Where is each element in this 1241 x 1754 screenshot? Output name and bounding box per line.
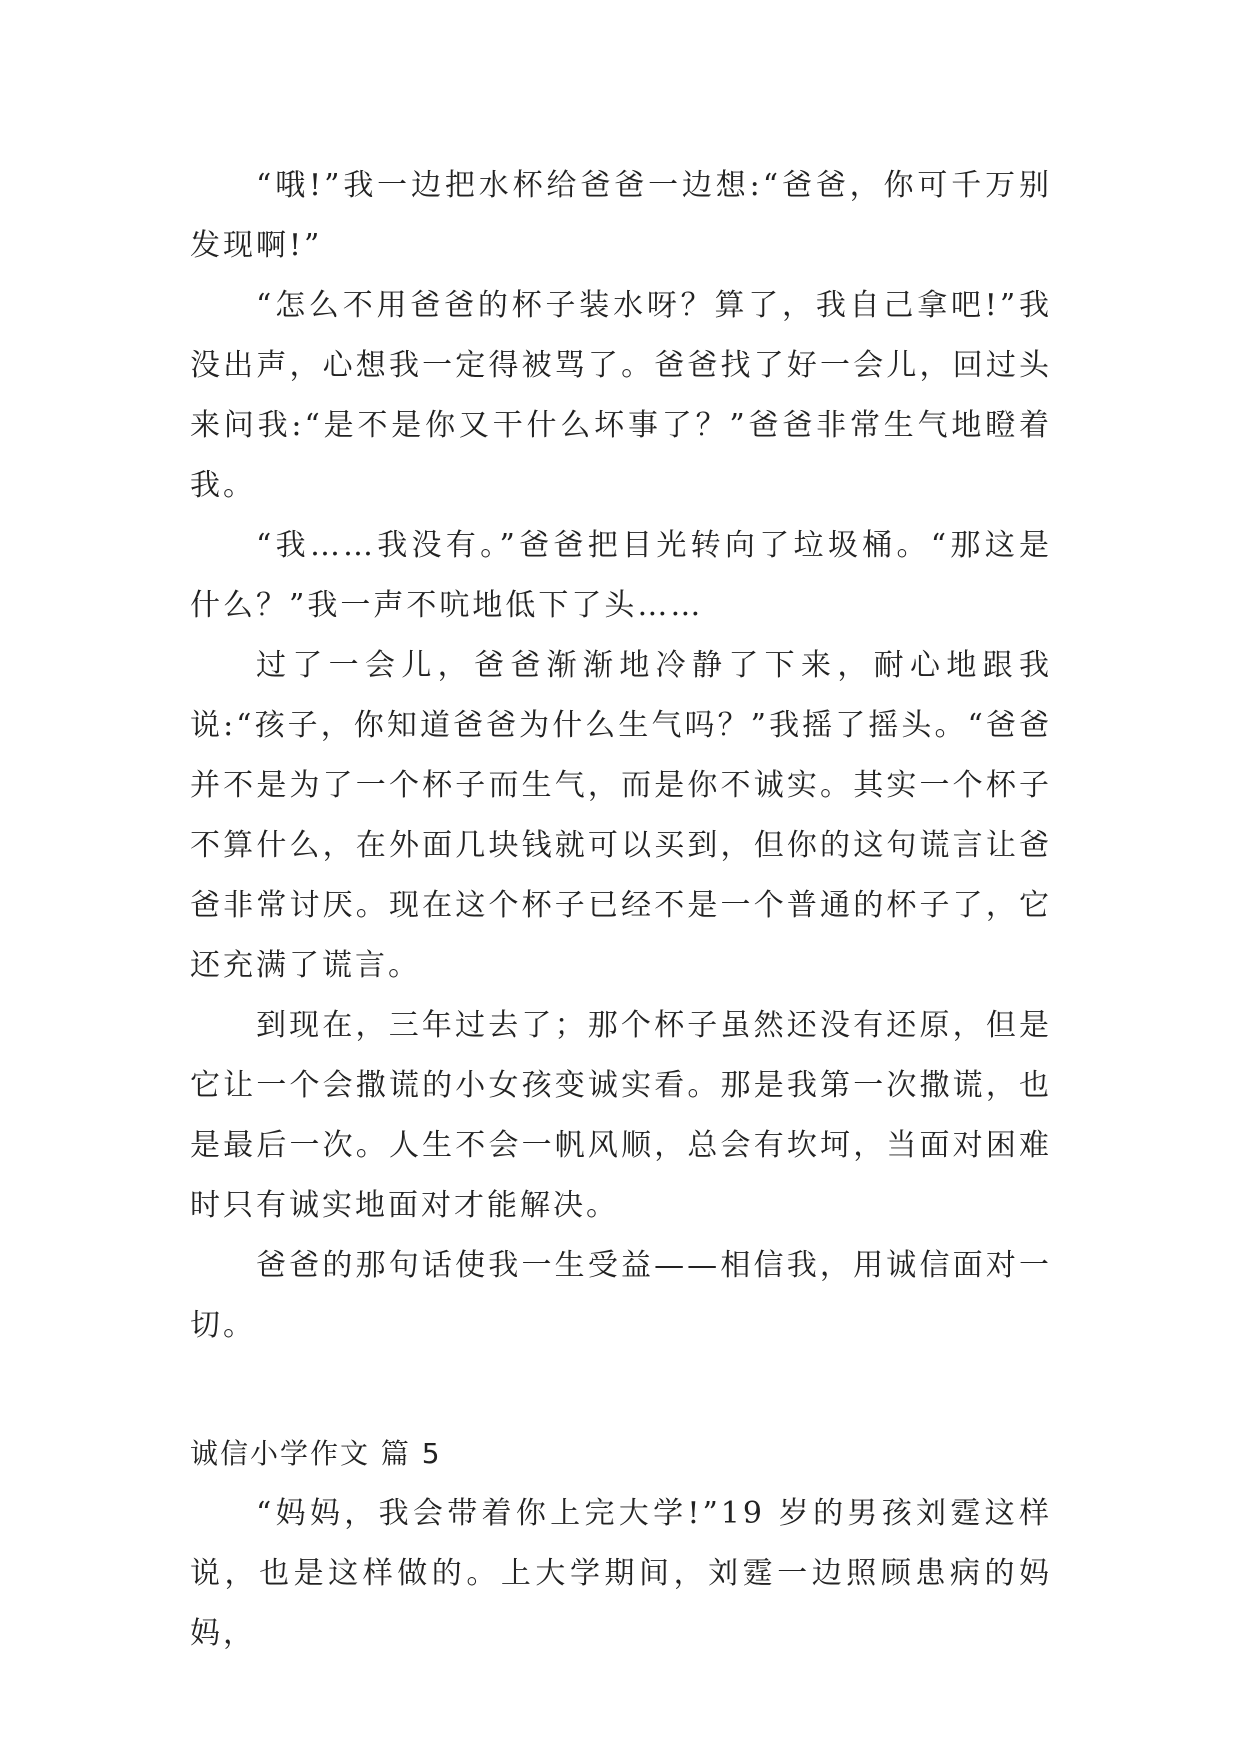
paragraph: 到现在，三年过去了；那个杯子虽然还没有还原，但是它让一个会撒谎的小女孩变诚实看。那是我第一次撒谎，也是最后一次。人生不会一帆风顺，总会有坎坷，当面对困难时只有诚实地面对才能解决。	[190, 1008, 1052, 1223]
document-body	[190, 156, 1052, 1664]
paragraph: “哦!”我一边把水杯给爸爸一边想:“爸爸，你可千万别发现啊!”	[190, 168, 1052, 263]
paragraph: “怎么不用爸爸的杯子装水呀？算了，我自己拿吧!”我没出声，心想我一定得被骂了。爸爸找了好一会儿，回过头来问我:“是不是你又干什么坏事了？”爸爸非常生气地瞪着我。	[190, 288, 1052, 503]
paragraph: “我……我没有。”爸爸把目光转向了垃圾桶。“那这是什么？”我一声不吭地低下了头……	[190, 528, 1052, 623]
section-heading: 诚信小学作文 篇 5	[190, 1437, 442, 1470]
paragraph: 过了一会儿，爸爸渐渐地冷静了下来，耐心地跟我说:“孩子，你知道爸爸为什么生气吗？”我摇了摇头。“爸爸并不是为了一个杯子而生气，而是你不诚实。其实一个杯子不算什么，在外面几块钱就可以买到，但你的这句谎言让爸爸非常讨厌。现在这个杯子已经不是一个普通的杯子了，它还充满了谎言。	[190, 648, 1052, 983]
paragraph: “妈妈，我会带着你上完大学!”19 岁的男孩刘霆这样说，也是这样做的。上大学期间，刘霆一边照顾患病的妈妈，	[190, 1496, 1052, 1651]
paragraph: 爸爸的那句话使我一生受益——相信我，用诚信面对一切。	[190, 1248, 1052, 1343]
